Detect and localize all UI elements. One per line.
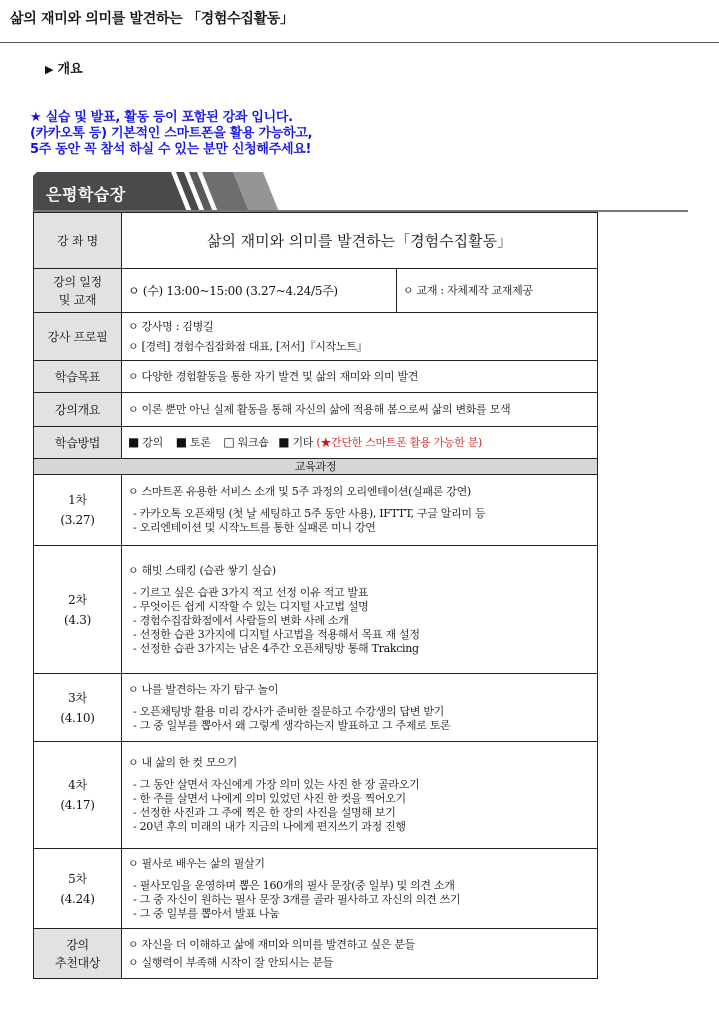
- method-item-4: 기타: [292, 436, 314, 449]
- method-note: (★간단한 스마트폰 활용 가능한 분): [316, 436, 483, 449]
- curriculum-header: 교육과정: [34, 459, 598, 475]
- notice-line-2: (카카오톡 등) 기본적인 스마트폰을 활용 가능하고,: [30, 126, 313, 141]
- target-label: 강의 추천대상: [34, 929, 122, 979]
- session-item: - 선정한 습관 3가지에 디지털 사고법을 적용해서 목표 재 설정: [133, 627, 420, 641]
- profile-line-1: ㅇ 강사명 : 김병길: [128, 319, 214, 333]
- session-item: - 카카오톡 오픈채팅 (첫 날 세팅하고 5주 동안 사용), IFTTT, 구글 알리미 등: [133, 507, 486, 520]
- session-item: - 선정한 사진과 그 주에 찍은 한 장의 사진을 설명해 보기: [133, 806, 396, 819]
- overview-row: [34, 393, 598, 427]
- notice-line-1: ★ 실습 및 발표, 활동 등이 포함된 강좌 입니다.: [30, 110, 293, 125]
- method-checkbox-2: ■: [175, 435, 187, 449]
- session-row: [34, 546, 598, 674]
- schedule-row: [34, 269, 598, 313]
- session-content: [122, 546, 598, 674]
- goal-value: ㅇ 다양한 경험활동을 통한 자기 발견 및 삶의 재미와 의미 발견: [122, 361, 598, 393]
- method-row: [34, 427, 598, 459]
- schedule-value: ㅇ (수) 13:00~15:00 (3.27~4.24/5주): [122, 269, 397, 313]
- profile-label: 강사 프로필: [34, 313, 122, 361]
- target-value: [122, 929, 598, 979]
- page-title: 삶의 재미와 의미를 발견하는 「경험수집활동」: [10, 11, 294, 27]
- overview-value: ㅇ 이론 뿐만 아닌 실제 활동을 통해 자신의 삶에 적용해 봄으로써 삶의 변화를 모색: [122, 393, 598, 427]
- session-date: (4.17): [60, 798, 95, 812]
- session-item: - 그 동안 살면서 자신에게 가장 의미 있는 사진 한 장 골라오기: [133, 778, 420, 791]
- session-week: [34, 546, 122, 674]
- method-label: 학습방법: [34, 427, 122, 459]
- session-item: - 오픈채팅방 활용 미리 강사가 준비한 질문하고 수강생의 답변 받기: [133, 704, 444, 718]
- profile-line-2: ㅇ [경력] 경험수집잡화점 대표, [저서]『시작노트』: [128, 339, 368, 353]
- session-content: [122, 475, 598, 546]
- session-item: - 그 중 일부를 뽑아서 왜 그렇게 생각하는지 발표하고 그 주제로 토론: [133, 718, 451, 732]
- profile-row: [34, 313, 598, 361]
- session-item: - 필사모임을 운영하며 뽑은 160개의 필사 문장(중 일부) 및 의견 소개: [133, 878, 455, 892]
- overview-section-label: 개요: [57, 62, 83, 77]
- session-topic: ㅇ 내 삶의 한 컷 모으기: [128, 756, 237, 769]
- session-item: - 한 주를 살면서 나에게 의미 있었던 사진 한 컷을 찍어오기: [133, 792, 406, 805]
- method-checkbox-1: ■: [128, 435, 140, 449]
- session-week: [34, 475, 122, 546]
- schedule-label: 강의 일정 및 교재: [34, 269, 122, 313]
- session-row: [34, 475, 598, 546]
- triangle-right-icon: ▶: [45, 63, 54, 76]
- target-line-2: ㅇ 실행력이 부족해 시작이 잘 안되시는 분들: [128, 955, 334, 969]
- session-topic: ㅇ 스마트폰 유용한 서비스 소개 및 5주 과정의 오리엔테이션(실패론 강연): [128, 485, 471, 498]
- session-week: [34, 742, 122, 849]
- material-value: ㅇ 교재 : 자체제작 교재제공: [397, 269, 598, 313]
- session-number: 1차: [68, 493, 87, 507]
- session-item: - 기르고 싶은 습관 3가지 적고 선정 이유 적고 발표: [133, 585, 369, 599]
- session-topic: ㅇ 나를 발견하는 자기 탐구 놀이: [128, 682, 279, 696]
- method-checkbox-3: □: [223, 435, 235, 449]
- venue-banner-graphic: [33, 172, 688, 212]
- session-item: - 무엇이든 쉽게 시작할 수 있는 디지털 사고법 설명: [133, 599, 369, 613]
- session-item: - 선정한 습관 3가지는 남은 4주간 오픈채팅방 통해 Trakcing: [133, 641, 419, 655]
- session-number: 5차: [68, 871, 87, 886]
- session-content: [122, 849, 598, 929]
- session-item: - 오리엔테이션 및 시작노트를 통한 실패론 미니 강연: [133, 521, 376, 534]
- goal-label: 학습목표: [34, 361, 122, 393]
- session-row: [34, 742, 598, 849]
- session-topic: ㅇ 필사로 배우는 삶의 필살기: [128, 856, 265, 870]
- course-name-row: [34, 213, 598, 269]
- notice-line-3: 5주 동안 꼭 참석 하실 수 있는 분만 신청해주세요!: [30, 142, 312, 157]
- session-date: (4.24): [60, 891, 95, 906]
- target-line-1: ㅇ 자신을 더 이해하고 삶에 재미와 의미를 발견하고 싶은 분들: [128, 937, 415, 951]
- venue-name: 은평학습장: [46, 185, 126, 204]
- session-number: 2차: [68, 592, 87, 607]
- session-week: [34, 849, 122, 929]
- session-date: (3.27): [60, 513, 95, 527]
- session-week: [34, 674, 122, 742]
- method-checkbox-4: ■: [278, 435, 290, 449]
- session-content: [122, 742, 598, 849]
- session-item: - 그 중 자신이 원하는 필사 문장 3개를 골라 필사하고 자신의 의견 쓰기: [133, 892, 461, 906]
- session-item: - 20년 후의 미래의 내가 지금의 나에게 편지쓰기 과정 진행: [133, 820, 406, 833]
- title-divider: [0, 42, 719, 43]
- session-item: - 경험수집잡화점에서 사람들의 변화 사례 소개: [133, 613, 349, 627]
- goal-row: [34, 361, 598, 393]
- curriculum-header-row: [34, 459, 598, 475]
- session-topic: ㅇ 해빗 스태킹 (습관 쌓기 실습): [128, 563, 276, 577]
- venue-banner: [33, 172, 688, 212]
- session-content: [122, 674, 598, 742]
- course-name-value: 삶의 재미와 의미를 발견하는「경험수집활동」: [122, 213, 598, 269]
- profile-value: [122, 313, 598, 361]
- session-row: [34, 674, 598, 742]
- course-info-table: [33, 212, 598, 979]
- session-number: 4차: [68, 778, 87, 792]
- method-item-3: 워크숍: [237, 436, 269, 449]
- overview-section-toggle[interactable]: [45, 58, 83, 77]
- method-item-1: 강의: [142, 436, 163, 449]
- notice-block: [30, 110, 312, 158]
- course-name-label: 강 좌 명: [34, 213, 122, 269]
- session-item: - 그 중 일부를 뽑아서 발표 나눔: [133, 906, 280, 920]
- method-item-2: 토론: [189, 436, 211, 449]
- target-row: [34, 929, 598, 979]
- session-number: 3차: [68, 690, 87, 705]
- session-row: [34, 849, 598, 929]
- method-value: [122, 427, 598, 459]
- session-date: (4.10): [60, 710, 95, 725]
- overview-label: 강의개요: [34, 393, 122, 427]
- session-date: (4.3): [64, 612, 91, 627]
